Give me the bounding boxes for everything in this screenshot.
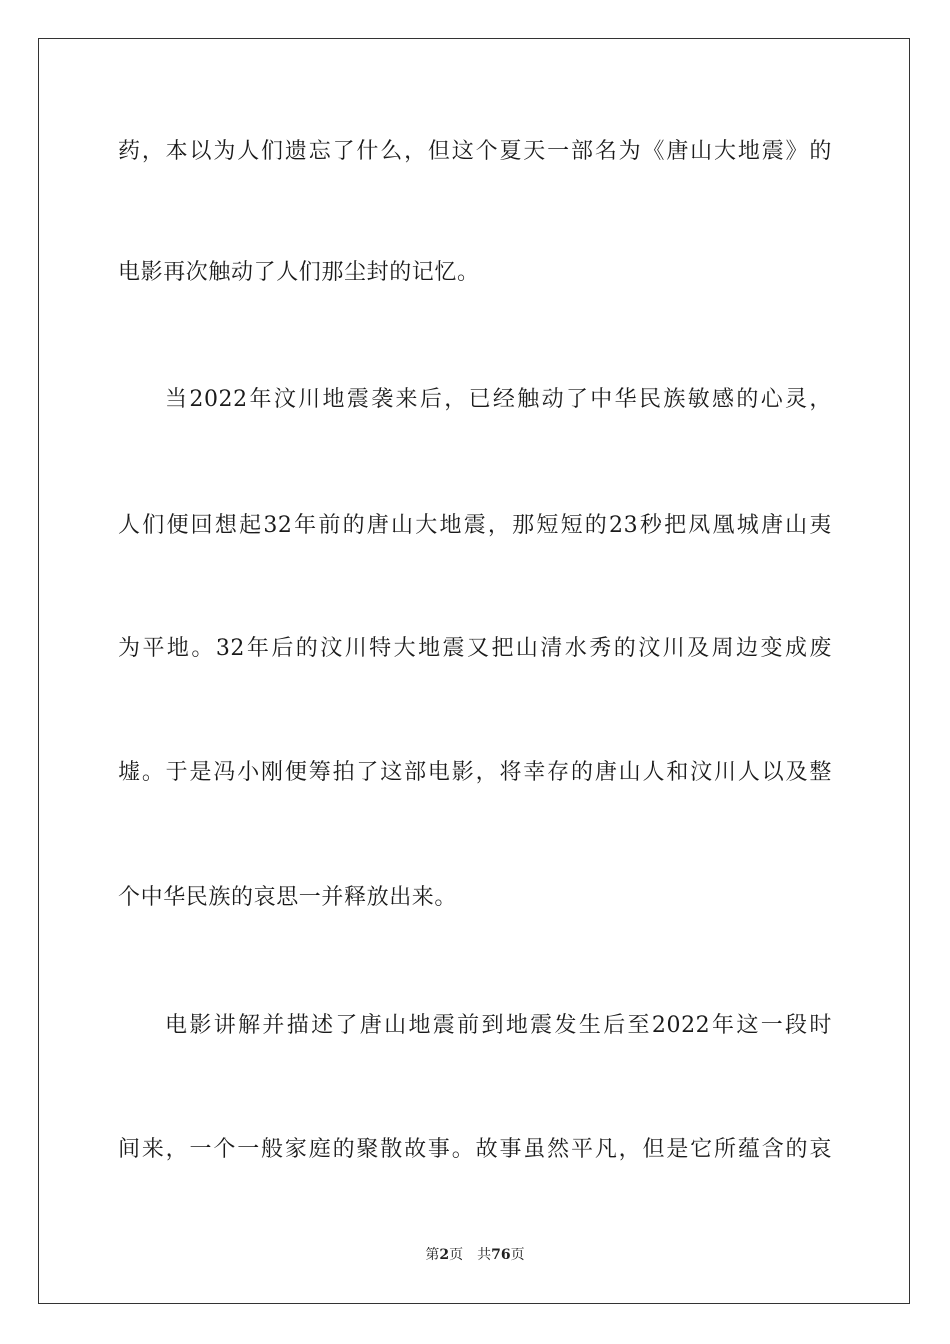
- page-number: 2: [439, 1247, 450, 1263]
- page-suffix: 页: [449, 1247, 464, 1263]
- page-prefix: 第: [425, 1247, 440, 1263]
- page-border: [38, 38, 910, 1304]
- page-footer: [0, 1246, 950, 1264]
- total-prefix: 共: [477, 1247, 492, 1263]
- paragraph-3-line-1: 电影讲解并描述了唐山地震前到地震发生后至2022年这一段时: [165, 1013, 832, 1038]
- paragraph-3-line-2: 间来，一个一般家庭的聚散故事。故事虽然平凡，但是它所蕴含的哀: [118, 1137, 832, 1162]
- text-line-2: 电影再次触动了人们那尘封的记忆。: [118, 260, 480, 285]
- total-pages: 76: [491, 1247, 511, 1263]
- text-line-1: 药，本以为人们遗忘了什么，但这个夏天一部名为《唐山大地震》的: [118, 139, 832, 164]
- total-suffix: 页: [510, 1247, 525, 1263]
- paragraph-2-line-4: 墟。于是冯小刚便筹拍了这部电影，将幸存的唐山人和汶川人以及整: [118, 760, 832, 785]
- paragraph-2-line-3: 为平地。32年后的汶川特大地震又把山清水秀的汶川及周边变成废: [118, 636, 832, 661]
- paragraph-2-line-5: 个中华民族的哀思一并释放出来。: [118, 885, 458, 910]
- paragraph-2-line-2: 人们便回想起32年前的唐山大地震，那短短的23秒把凤凰城唐山夷: [118, 513, 832, 538]
- paragraph-2-line-1: 当2022年汶川地震袭来后，已经触动了中华民族敏感的心灵，: [165, 387, 832, 412]
